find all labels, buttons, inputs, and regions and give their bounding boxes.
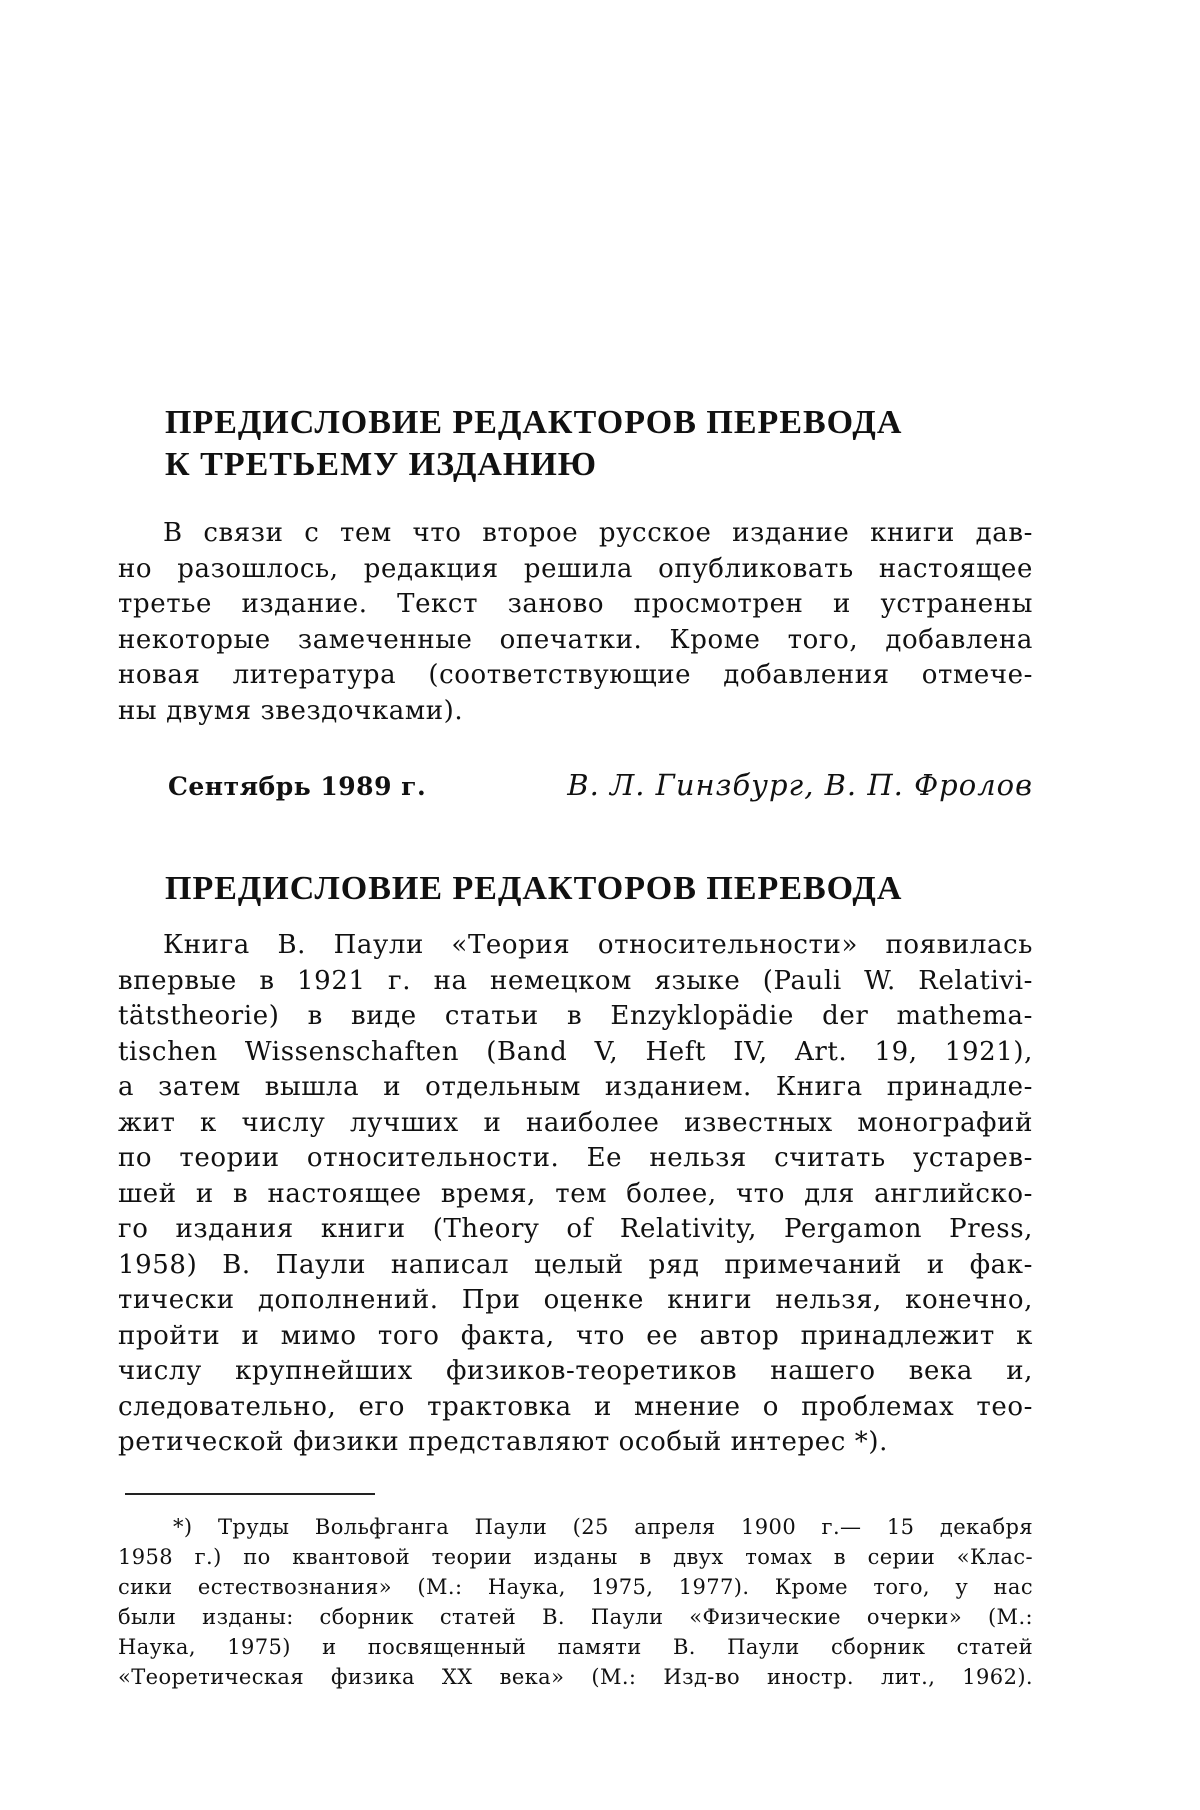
section2-line-14: следовательно, его трактовка и мнение о проблемах тео- (118, 1391, 1033, 1422)
section2-heading (165, 868, 1045, 910)
footnote-divider (125, 1493, 375, 1495)
section1-line-1: В связи с тем что второе русское издание книги дав- (163, 518, 1033, 548)
section2-line-10: 1958) В. Паули написал целый ряд примечаний и фак- (118, 1249, 1033, 1280)
section2-line-13: числу крупнейших физиков-теоретиков нашего века и, (118, 1356, 1033, 1386)
section1-paragraph (118, 516, 1033, 729)
section2-line-6: жит к числу лучших и наиболее известных монографий (118, 1107, 1033, 1138)
section1-heading (165, 402, 1045, 486)
signature-row (168, 768, 1033, 808)
section2-line-8: шей и в настоящее время, тем более, что для английско- (118, 1178, 1033, 1209)
section1-line-6: ны двумя звездочками). (118, 695, 464, 726)
section2-line-3: tätstheorie) в виде статьи в Enzyklopädie der mathema- (118, 1001, 1033, 1031)
footnote-line-2: 1958 г.) по квантовой теории изданы в двух томах в серии «Клас- (118, 1545, 1033, 1569)
preface-date: Сентябрь 1989 г. (168, 772, 427, 801)
section1-line-5: новая литература (соответствующие добавления отмече- (118, 660, 1033, 690)
section1-heading-line-1: ПРЕДИСЛОВИЕ РЕДАКТОРОВ ПЕРЕВОДА (165, 404, 903, 441)
section2-line-5: а затем вышла и отдельным изданием. Книга принадле- (118, 1072, 1033, 1102)
section1-line-4: некоторые замеченные опечатки. Кроме того, добавлена (118, 624, 1033, 655)
section2-line-2: впервые в 1921 г. на немецком языке (Pauli W. Relativi- (118, 965, 1033, 996)
section2-line-4: tischen Wissenschaften (Band V, Heft IV, Art. 19, 1921), (118, 1036, 1033, 1067)
section2-line-11: тически дополнений. При оценке книги нельзя, конечно, (118, 1285, 1033, 1315)
footnote-line-5: Наука, 1975) и посвященный памяти В. Паули сборник статей (118, 1635, 1033, 1659)
section2-line-7: по теории относительности. Ее нельзя считать устарев- (118, 1143, 1033, 1173)
section1-line-2: но разошлось, редакция решила опубликовать настоящее (118, 553, 1033, 584)
section2-line-1: Книга В. Паули «Теория относительности» появилась (163, 930, 1033, 960)
editors-signature: В. Л. Гинзбург, В. П. Фролов (567, 768, 1033, 802)
section2-paragraph (118, 928, 1033, 1461)
section2-line-12: пройти и мимо того факта, что ее автор принадлежит к (118, 1320, 1033, 1351)
section2-line-15: ретической физики представляют особый интерес *). (118, 1427, 888, 1457)
footnote-line-3: сики естествознания» (М.: Наука, 1975, 1977). Кроме того, у нас (118, 1575, 1033, 1599)
footnote-line-4: были изданы: сборник статей В. Паули «Физические очерки» (М.: (118, 1605, 1033, 1629)
footnote-line-6: «Теоретическая физика XX века» (М.: Изд-во иностр. лит., 1962). (118, 1665, 1033, 1689)
section2-line-9: го издания книги (Theory of Relativity, Pergamon Press, (118, 1214, 1033, 1244)
section2-heading-line: ПРЕДИСЛОВИЕ РЕДАКТОРОВ ПЕРЕВОДА (165, 870, 903, 907)
footnote (118, 1512, 1033, 1692)
footnote-line-1: *) Труды Вольфганга Паули (25 апреля 1900 г.— 15 декабря (173, 1515, 1033, 1539)
section1-line-3: третье издание. Текст заново просмотрен и устранены (118, 589, 1033, 619)
section1-heading-line-2: К ТРЕТЬЕМУ ИЗДАНИЮ (165, 446, 598, 483)
